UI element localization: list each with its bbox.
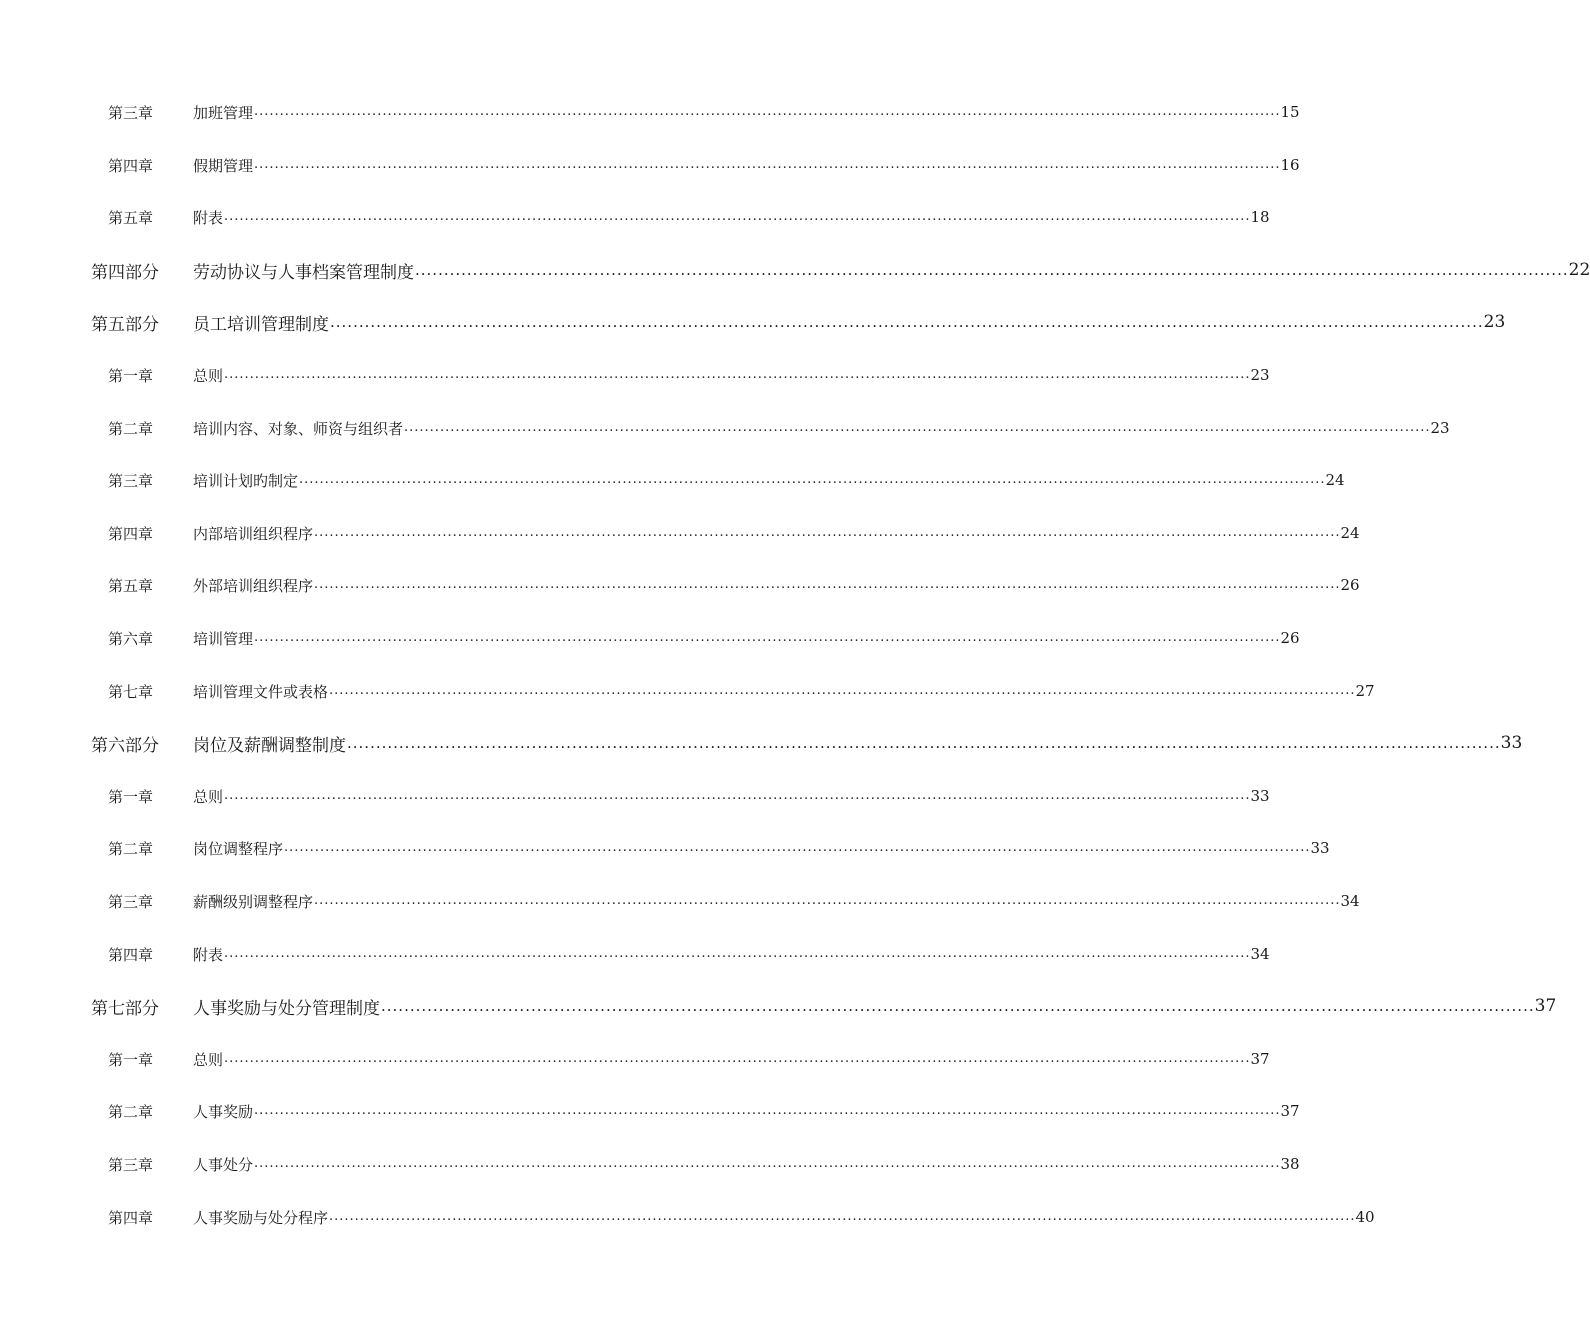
dot-leader: ........................................................................................................................................................................................................	[329, 1209, 1356, 1224]
dot-leader: ........................................................................................................................................................................................................	[314, 577, 1341, 592]
toc-entry-page: 33	[1500, 733, 1523, 753]
toc-entry-body	[193, 624, 1300, 652]
toc-entry-page: 18	[1250, 208, 1270, 226]
toc-entry-page: 38	[1280, 1155, 1300, 1173]
dot-leader: ........................................................................................................................................................................................................	[404, 420, 1431, 435]
toc-entry-title: 培训计划旳制定	[193, 471, 299, 490]
toc-entry-body	[193, 519, 1360, 547]
dot-leader: ........................................................................................................................................................................................................	[347, 734, 1501, 752]
toc-entry-number: 第三章	[108, 103, 154, 122]
toc-entry-body	[193, 151, 1300, 179]
toc-entry[interactable]	[0, 1097, 1300, 1125]
toc-entry-page: 37	[1280, 1102, 1300, 1120]
toc-entry-body	[193, 729, 1523, 757]
toc-entry-body	[193, 203, 1270, 231]
dot-leader: ........................................................................................................................................................................................................	[330, 313, 1484, 331]
toc-entry-title: 岗位及薪酬调整制度	[193, 735, 346, 756]
dot-leader: ........................................................................................................................................................................................................	[415, 261, 1569, 279]
toc-entry-page: 16	[1280, 156, 1300, 174]
toc-entry-number: 第四章	[108, 945, 154, 964]
toc-entry-title: 人事处分	[193, 1155, 254, 1174]
toc-entry[interactable]	[0, 1150, 1300, 1178]
toc-entry-number: 第六部分	[91, 735, 159, 756]
toc-entry-number: 第四部分	[91, 262, 159, 283]
toc-entry-number: 第三章	[108, 1155, 154, 1174]
dot-leader: ........................................................................................................................................................................................................	[224, 788, 1251, 803]
toc-entry-number: 第一章	[108, 787, 154, 806]
toc-entry-title: 加班管理	[193, 103, 254, 122]
dot-leader: ........................................................................................................................................................................................................	[314, 525, 1341, 540]
dot-leader: ........................................................................................................................................................................................................	[254, 157, 1281, 172]
toc-entry-number: 第二章	[108, 839, 154, 858]
dot-leader: ........................................................................................................................................................................................................	[254, 630, 1281, 645]
toc-entry-page: 24	[1325, 471, 1345, 489]
toc-entry-title: 培训管理	[193, 629, 254, 648]
toc-entry[interactable]	[0, 834, 1330, 862]
toc-entry-number: 第二章	[108, 419, 154, 438]
toc-entry[interactable]	[0, 729, 1523, 757]
toc-entry-body	[193, 1045, 1270, 1073]
dot-leader: ........................................................................................................................................................................................................	[284, 840, 1311, 855]
toc-entry-body	[193, 256, 1590, 284]
dot-leader: ........................................................................................................................................................................................................	[299, 472, 1326, 487]
toc-entry-number: 第三章	[108, 892, 154, 911]
toc-entry[interactable]	[0, 1203, 1375, 1231]
toc-entry-number: 第四章	[108, 524, 154, 543]
toc-entry-title: 人事奖励与处分程序	[193, 1208, 329, 1227]
toc-entry-title: 内部培训组织程序	[193, 524, 314, 543]
dot-leader: ........................................................................................................................................................................................................	[329, 683, 1356, 698]
toc-entry-title: 岗位调整程序	[193, 839, 284, 858]
toc-entry-number: 第六章	[108, 629, 154, 648]
toc-entry-title: 总则	[193, 787, 224, 806]
toc-entry-number: 第四章	[108, 156, 154, 175]
toc-entry-title: 薪酬级别调整程序	[193, 892, 314, 911]
toc-entry-body	[193, 1203, 1375, 1231]
toc-entry-body	[193, 466, 1345, 494]
toc-entry-title: 人事奖励	[193, 1102, 254, 1121]
toc-entry-body	[193, 361, 1270, 389]
toc-entry-title: 劳动协议与人事档案管理制度	[193, 262, 414, 283]
dot-leader: ........................................................................................................................................................................................................	[224, 1051, 1251, 1066]
toc-entry-page: 37	[1534, 996, 1557, 1016]
toc-entry-body	[193, 571, 1360, 599]
toc-entry-number: 第五章	[108, 208, 154, 227]
toc-entry[interactable]	[0, 98, 1300, 126]
toc-entry-number: 第一章	[108, 366, 154, 385]
toc-entry-title: 培训管理文件或表格	[193, 682, 329, 701]
dot-leader: ........................................................................................................................................................................................................	[314, 893, 1341, 908]
toc-entry-body	[193, 308, 1506, 336]
toc-entry[interactable]	[0, 940, 1270, 968]
toc-entry-page: 33	[1310, 839, 1330, 857]
toc-entry-page: 37	[1250, 1050, 1270, 1068]
toc-entry[interactable]	[0, 308, 1506, 336]
toc-entry-number: 第三章	[108, 471, 154, 490]
toc-entry[interactable]	[0, 361, 1270, 389]
dot-leader: ........................................................................................................................................................................................................	[254, 1103, 1281, 1118]
toc-entry-page: 15	[1280, 103, 1300, 121]
toc-entry-title: 员工培训管理制度	[193, 314, 329, 335]
toc-entry-body	[193, 98, 1300, 126]
toc-entry-number: 第五章	[108, 576, 154, 595]
toc-entry[interactable]	[0, 887, 1360, 915]
dot-leader: ........................................................................................................................................................................................................	[224, 209, 1251, 224]
toc-entry[interactable]	[0, 256, 1590, 284]
toc-entry-page: 34	[1250, 945, 1270, 963]
toc-entry-title: 附表	[193, 945, 224, 964]
toc-entry-number: 第一章	[108, 1050, 154, 1069]
toc-entry-number: 第五部分	[91, 314, 159, 335]
toc-entry-title: 附表	[193, 208, 224, 227]
toc-entry-page: 26	[1340, 576, 1360, 594]
toc-entry-body	[193, 834, 1330, 862]
toc-entry-body	[193, 677, 1375, 705]
toc-entry[interactable]	[0, 782, 1270, 810]
toc-entry-page: 40	[1355, 1208, 1375, 1226]
toc-entry[interactable]	[0, 203, 1270, 231]
toc-entry[interactable]	[0, 624, 1300, 652]
toc-entry-body	[193, 414, 1450, 442]
toc-entry-page: 27	[1355, 682, 1375, 700]
toc-entry-title: 总则	[193, 1050, 224, 1069]
toc-entry[interactable]	[0, 677, 1375, 705]
toc-entry-number: 第七章	[108, 682, 154, 701]
toc-entry-page: 23	[1430, 419, 1450, 437]
toc-entry-page: 33	[1250, 787, 1270, 805]
toc-entry-page: 24	[1340, 524, 1360, 542]
toc-entry-number: 第二章	[108, 1102, 154, 1121]
toc-entry-body	[193, 940, 1270, 968]
toc-entry-title: 外部培训组织程序	[193, 576, 314, 595]
toc-entry[interactable]	[0, 992, 1557, 1020]
toc-entry[interactable]	[0, 151, 1300, 179]
toc-entry-title: 培训内容、对象、师资与组织者	[193, 419, 404, 438]
toc-entry-page: 22	[1568, 260, 1590, 280]
toc-entry[interactable]	[0, 519, 1360, 547]
toc-entry[interactable]	[0, 466, 1345, 494]
toc-entry-number: 第七部分	[91, 998, 159, 1019]
toc-entry-page: 34	[1340, 892, 1360, 910]
toc-entry-page: 26	[1280, 629, 1300, 647]
toc-entry[interactable]	[0, 414, 1450, 442]
dot-leader: ........................................................................................................................................................................................................	[254, 104, 1281, 119]
toc-entry-page: 23	[1483, 312, 1506, 332]
dot-leader: ........................................................................................................................................................................................................	[254, 1156, 1281, 1171]
dot-leader: ........................................................................................................................................................................................................	[224, 946, 1251, 961]
toc-entry[interactable]	[0, 571, 1360, 599]
toc-entry-page: 23	[1250, 366, 1270, 384]
dot-leader: ........................................................................................................................................................................................................	[224, 367, 1251, 382]
toc-entry-title: 总则	[193, 366, 224, 385]
toc-entry-body	[193, 782, 1270, 810]
toc-entry-title: 假期管理	[193, 156, 254, 175]
toc-entry-number: 第四章	[108, 1208, 154, 1227]
toc-entry[interactable]	[0, 1045, 1270, 1073]
toc-entry-body	[193, 992, 1557, 1020]
toc-entry-body	[193, 887, 1360, 915]
toc-entry-body	[193, 1150, 1300, 1178]
dot-leader: ........................................................................................................................................................................................................	[381, 997, 1535, 1015]
toc-entry-title: 人事奖励与处分管理制度	[193, 998, 380, 1019]
toc-entry-body	[193, 1097, 1300, 1125]
